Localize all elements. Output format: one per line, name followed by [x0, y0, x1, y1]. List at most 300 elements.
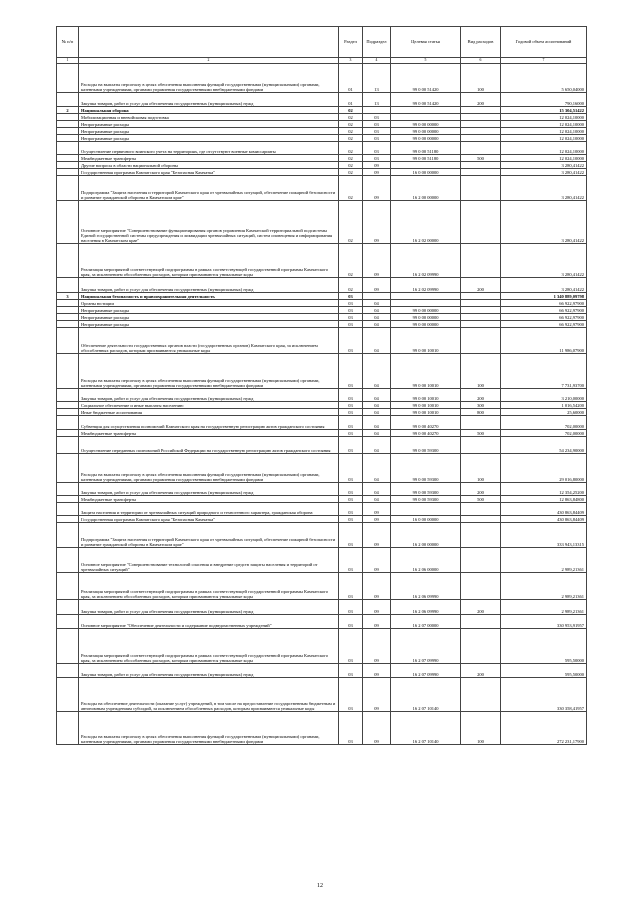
row-section: 03 — [339, 321, 363, 328]
row-number — [57, 142, 79, 155]
row-name: Защита населения и территории от чрезвычайных ситуаций природного и техногенного характера, гражданская оборона — [79, 503, 339, 516]
row-subsection: 04 — [363, 354, 391, 389]
row-section: 03 — [339, 600, 363, 615]
row-name: Закупка товаров, работ и услуг для обеспечения государственных (муниципальных) нужд — [79, 93, 339, 107]
row-name: Расходы на обеспечение деятельности (оказание услуг) учреждений, в том числе на предоставление государственным бюджетным и автономным учреждениям субсидий, за исключением обособленных расходов, которым присваиваются уникальные коды — [79, 678, 339, 712]
row-number — [57, 314, 79, 321]
table-row — [57, 307, 587, 314]
table-row — [57, 128, 587, 135]
row-expense-type: 200 — [461, 664, 501, 678]
row-name: Органы юстиции — [79, 300, 339, 307]
row-subsection: 09 — [363, 201, 391, 244]
row-subsection: 04 — [363, 416, 391, 430]
row-number — [57, 93, 79, 107]
table-row — [57, 314, 587, 321]
row-name: Закупка товаров, работ и услуг для обеспечения государственных (муниципальных) нужд — [79, 664, 339, 678]
table-row — [57, 142, 587, 155]
row-subsection: 03 — [363, 114, 391, 121]
row-amount: 15 304,51422 — [501, 107, 587, 114]
row-expense-type: 200 — [461, 483, 501, 496]
row-name: Расходы на выплаты персоналу в целях обеспечения выполнения функций государственными (муниципальными) органами, казенными учреждениями, органами управления государственными внебюджетными фондами — [79, 64, 339, 93]
row-expense-type — [461, 307, 501, 314]
row-target-article: 16 2 07 09990 — [391, 664, 461, 678]
column-number: 3 — [339, 58, 363, 64]
row-amount: 3 280,41422 — [501, 278, 587, 293]
table-row — [57, 437, 587, 454]
row-number — [57, 416, 79, 430]
row-number — [57, 664, 79, 678]
row-number: 2 — [57, 107, 79, 114]
row-expense-type — [461, 321, 501, 328]
row-subsection — [363, 293, 391, 300]
row-number — [57, 496, 79, 503]
row-section: 03 — [339, 430, 363, 437]
row-subsection: 09 — [363, 678, 391, 712]
row-target-article: 99 0 00 40270 — [391, 430, 461, 437]
row-target-article — [391, 107, 461, 114]
column-number: 7 — [501, 58, 587, 64]
row-target-article: 16 0 00 00000 — [391, 516, 461, 523]
table-row — [57, 496, 587, 503]
row-subsection: 09 — [363, 629, 391, 664]
row-section: 03 — [339, 354, 363, 389]
row-number — [57, 321, 79, 328]
row-number — [57, 516, 79, 523]
row-subsection — [363, 107, 391, 114]
table-row — [57, 712, 587, 745]
row-name: Государственная программа Камчатского края "Безопасная Камчатка" — [79, 516, 339, 523]
row-name: Государственная программа Камчатского края "Безопасная Камчатка" — [79, 169, 339, 176]
row-section: 03 — [339, 615, 363, 629]
row-section: 02 — [339, 128, 363, 135]
row-amount: 66 922,97900 — [501, 307, 587, 314]
row-expense-type: 100 — [461, 712, 501, 745]
row-subsection: 03 — [363, 135, 391, 142]
row-expense-type — [461, 169, 501, 176]
row-number — [57, 354, 79, 389]
row-number — [57, 114, 79, 121]
table-row — [57, 664, 587, 678]
row-target-article: 99 0 00 00000 — [391, 135, 461, 142]
row-subsection: 04 — [363, 314, 391, 321]
row-name: Непрограммные расходы — [79, 307, 339, 314]
row-target-article: 99 0 00 10010 — [391, 354, 461, 389]
row-name: Непрограммные расходы — [79, 128, 339, 135]
row-number — [57, 300, 79, 307]
row-number — [57, 244, 79, 278]
row-section: 03 — [339, 573, 363, 600]
row-expense-type — [461, 135, 501, 142]
row-subsection: 04 — [363, 328, 391, 354]
row-subsection: 04 — [363, 300, 391, 307]
row-expense-type: 200 — [461, 600, 501, 615]
row-section: 03 — [339, 678, 363, 712]
table-row — [57, 354, 587, 389]
row-name: Основное мероприятие "Совершенствование функционирования органов управления Камчатской территориальной подсистемы Единой государственной системы предупреждения и ликвидации чрезвычайных ситуаций, систем оповещения и информирования населения в Камчатском крае" — [79, 201, 339, 244]
table-row — [57, 629, 587, 664]
row-target-article: 16 2 06 00000 — [391, 548, 461, 573]
table-row — [57, 64, 587, 93]
row-section: 02 — [339, 201, 363, 244]
row-target-article: 99 0 00 51180 — [391, 142, 461, 155]
row-number — [57, 135, 79, 142]
row-section: 03 — [339, 523, 363, 548]
row-section: 01 — [339, 93, 363, 107]
row-expense-type — [461, 615, 501, 629]
row-expense-type — [461, 107, 501, 114]
table-row — [57, 523, 587, 548]
row-number — [57, 629, 79, 664]
row-amount: 25,60000 — [501, 409, 587, 416]
table-row — [57, 244, 587, 278]
row-name: Иные бюджетные ассигнования — [79, 409, 339, 416]
row-amount: 2 989,21361 — [501, 573, 587, 600]
table-header-row — [57, 27, 587, 58]
row-expense-type — [461, 176, 501, 201]
row-target-article: 16 2 00 00000 — [391, 176, 461, 201]
row-subsection: 04 — [363, 409, 391, 416]
table-row — [57, 430, 587, 437]
row-amount: 3 280,41422 — [501, 169, 587, 176]
row-name: Осуществление первичного воинского учета на территориях, где отсутствуют военные комиссариаты — [79, 142, 339, 155]
row-name: Обеспечение деятельности государственных органов власти (государственных органов) Камчатского края, за исключением обособленных расходов, которым присваиваются уникальные коды — [79, 328, 339, 354]
row-number: 3 — [57, 293, 79, 300]
row-amount: 3 280,41422 — [501, 244, 587, 278]
budget-table — [56, 26, 587, 745]
row-name: Осуществление переданных полномочий Российской Федерации на государственную регистрацию актов гражданского состояния — [79, 437, 339, 454]
row-subsection: 04 — [363, 430, 391, 437]
table-row — [57, 201, 587, 244]
column-number: 6 — [461, 58, 501, 64]
row-subsection: 13 — [363, 93, 391, 107]
row-amount: 66 922,97900 — [501, 314, 587, 321]
row-expense-type — [461, 244, 501, 278]
row-subsection: 03 — [363, 142, 391, 155]
row-expense-type — [461, 121, 501, 128]
row-amount: 54 234,90000 — [501, 437, 587, 454]
row-target-article: 99 0 00 00000 — [391, 121, 461, 128]
row-amount: 702,00000 — [501, 416, 587, 430]
row-amount: 595,50000 — [501, 629, 587, 664]
row-name: Закупка товаров, работ и услуг для обеспечения государственных (муниципальных) нужд — [79, 483, 339, 496]
row-subsection: 03 — [363, 121, 391, 128]
row-section: 03 — [339, 307, 363, 314]
row-amount: 5 650,04000 — [501, 64, 587, 93]
row-amount: 1 340 889,09798 — [501, 293, 587, 300]
row-name: Закупка товаров, работ и услуг для обеспечения государственных (муниципальных) нужд — [79, 278, 339, 293]
row-number — [57, 328, 79, 354]
row-expense-type — [461, 142, 501, 155]
row-number — [57, 155, 79, 162]
row-subsection: 09 — [363, 573, 391, 600]
row-subsection: 09 — [363, 278, 391, 293]
row-subsection: 13 — [363, 64, 391, 93]
row-amount: 12 024,10000 — [501, 142, 587, 155]
row-number — [57, 600, 79, 615]
row-amount: 430 863,84409 — [501, 503, 587, 516]
row-section: 03 — [339, 416, 363, 430]
row-target-article: 99 0 00 51180 — [391, 155, 461, 162]
row-target-article — [391, 293, 461, 300]
row-number — [57, 128, 79, 135]
column-number: 4 — [363, 58, 391, 64]
header-expense-type: Вид расходов — [461, 27, 501, 58]
row-section: 02 — [339, 135, 363, 142]
row-expense-type — [461, 523, 501, 548]
column-number: 5 — [391, 58, 461, 64]
row-amount: 11 986,07900 — [501, 328, 587, 354]
row-number — [57, 64, 79, 93]
row-target-article: 99 0 00 00000 — [391, 314, 461, 321]
row-target-article — [391, 503, 461, 516]
row-subsection: 09 — [363, 503, 391, 516]
table-row — [57, 416, 587, 430]
row-subsection: 04 — [363, 307, 391, 314]
row-number — [57, 389, 79, 402]
row-target-article: 99 0 00 10010 — [391, 402, 461, 409]
row-subsection: 09 — [363, 523, 391, 548]
row-section: 03 — [339, 300, 363, 307]
row-target-article: 16 2 07 00000 — [391, 615, 461, 629]
budget-document — [56, 26, 586, 745]
row-section: 02 — [339, 107, 363, 114]
row-target-article — [391, 162, 461, 169]
table-row — [57, 321, 587, 328]
row-target-article: 99 0 00 10010 — [391, 389, 461, 402]
row-target-article: 16 2 02 09990 — [391, 278, 461, 293]
row-amount: 3 210,00000 — [501, 389, 587, 402]
table-row — [57, 121, 587, 128]
table-row — [57, 107, 587, 114]
row-name: Межбюджетные трансферты — [79, 496, 339, 503]
row-amount: 1 016,54200 — [501, 402, 587, 409]
row-section: 03 — [339, 409, 363, 416]
row-target-article: 99 0 00 59300 — [391, 483, 461, 496]
row-number — [57, 712, 79, 745]
page-number: 12 — [317, 883, 323, 889]
row-section: 02 — [339, 142, 363, 155]
row-target-article: 99 0 00 51420 — [391, 93, 461, 107]
table-row — [57, 600, 587, 615]
table-row — [57, 162, 587, 169]
row-subsection: 09 — [363, 600, 391, 615]
table-row — [57, 278, 587, 293]
row-subsection: 04 — [363, 437, 391, 454]
row-subsection: 09 — [363, 712, 391, 745]
row-expense-type: 200 — [461, 278, 501, 293]
row-subsection: 03 — [363, 155, 391, 162]
row-expense-type: 300 — [461, 402, 501, 409]
row-number — [57, 430, 79, 437]
row-subsection: 04 — [363, 402, 391, 409]
table-row — [57, 328, 587, 354]
table-row — [57, 114, 587, 121]
row-section: 02 — [339, 169, 363, 176]
row-target-article: 16 2 06 09990 — [391, 600, 461, 615]
row-amount: 7 731,93700 — [501, 354, 587, 389]
row-amount: 790,16000 — [501, 93, 587, 107]
table-row — [57, 409, 587, 416]
row-name: Межбюджетные трансферты — [79, 155, 339, 162]
table-row — [57, 678, 587, 712]
row-name: Реализация мероприятий соответствующей подпрограммы в рамках соответствующей государственной программы Камчатского края, за исключением обособленных расходов, которым присваиваются уникальные коды — [79, 244, 339, 278]
table-row — [57, 135, 587, 142]
row-expense-type — [461, 573, 501, 600]
row-target-article: 99 0 00 10010 — [391, 328, 461, 354]
row-section: 03 — [339, 328, 363, 354]
table-row — [57, 402, 587, 409]
table-row — [57, 169, 587, 176]
row-target-article: 99 0 00 10010 — [391, 409, 461, 416]
row-amount: 12 863,84800 — [501, 496, 587, 503]
row-expense-type — [461, 516, 501, 523]
row-expense-type — [461, 416, 501, 430]
row-subsection: 09 — [363, 516, 391, 523]
row-expense-type — [461, 629, 501, 664]
row-number — [57, 503, 79, 516]
row-number — [57, 169, 79, 176]
row-subsection: 04 — [363, 483, 391, 496]
row-name: Национальная безопасность и правоохранительная деятельность — [79, 293, 339, 300]
row-section: 02 — [339, 278, 363, 293]
row-name: Подпрограмма "Защита населения и территорий Камчатского края от чрезвычайных ситуаций, обеспечение пожарной безопасности и развитие гражданской обороны в Камчатском крае" — [79, 176, 339, 201]
row-subsection: 09 — [363, 548, 391, 573]
row-target-article: 99 0 00 00000 — [391, 307, 461, 314]
row-amount: 333 943,13315 — [501, 523, 587, 548]
row-section: 03 — [339, 664, 363, 678]
row-name: Реализация мероприятий соответствующей подпрограммы в рамках соответствующей государственной программы Камчатского края, за исключением обособленных расходов, которым присваиваются уникальные коды — [79, 629, 339, 664]
row-amount: 66 922,97900 — [501, 300, 587, 307]
row-expense-type — [461, 328, 501, 354]
row-amount: 595,50000 — [501, 664, 587, 678]
row-subsection: 04 — [363, 454, 391, 483]
row-target-article — [391, 114, 461, 121]
row-section: 03 — [339, 712, 363, 745]
row-number — [57, 454, 79, 483]
row-name: Непрограммные расходы — [79, 121, 339, 128]
row-target-article: 16 2 07 09990 — [391, 629, 461, 664]
row-name: Закупка товаров, работ и услуг для обеспечения государственных (муниципальных) нужд — [79, 389, 339, 402]
row-section: 03 — [339, 629, 363, 664]
row-number — [57, 678, 79, 712]
row-section: 03 — [339, 454, 363, 483]
table-row — [57, 389, 587, 402]
row-amount: 330 953,91957 — [501, 615, 587, 629]
row-subsection: 04 — [363, 496, 391, 503]
row-number — [57, 162, 79, 169]
row-number — [57, 615, 79, 629]
row-expense-type: 800 — [461, 409, 501, 416]
row-target-article: 99 0 00 00000 — [391, 321, 461, 328]
row-target-article: 99 0 00 00000 — [391, 128, 461, 135]
row-amount: 12 024,10000 — [501, 121, 587, 128]
row-section: 01 — [339, 64, 363, 93]
header-section: Раздел — [339, 27, 363, 58]
row-expense-type: 100 — [461, 354, 501, 389]
row-name: Реализация мероприятий соответствующей подпрограммы в рамках соответствующей государственной программы Камчатского края, за исключением обособленных расходов, которым присваиваются уникальные коды — [79, 573, 339, 600]
row-expense-type — [461, 300, 501, 307]
row-expense-type — [461, 548, 501, 573]
row-amount: 12 024,10000 — [501, 114, 587, 121]
row-amount: 702,00000 — [501, 430, 587, 437]
row-target-article: 99 0 00 59300 — [391, 454, 461, 483]
row-name: Непрограммные расходы — [79, 314, 339, 321]
row-section: 02 — [339, 114, 363, 121]
row-number — [57, 176, 79, 201]
row-amount: 12 354,25200 — [501, 483, 587, 496]
row-name: Национальная оборона — [79, 107, 339, 114]
row-amount: 3 280,41422 — [501, 176, 587, 201]
row-expense-type — [461, 201, 501, 244]
row-expense-type: 500 — [461, 496, 501, 503]
row-number — [57, 201, 79, 244]
row-subsection: 09 — [363, 244, 391, 278]
row-number — [57, 483, 79, 496]
row-expense-type — [461, 678, 501, 712]
row-number — [57, 307, 79, 314]
row-target-article: 16 0 00 00000 — [391, 169, 461, 176]
row-name: Межбюджетные трансферты — [79, 430, 339, 437]
table-row — [57, 293, 587, 300]
row-amount: 2 989,21361 — [501, 600, 587, 615]
row-target-article: 16 2 07 10140 — [391, 678, 461, 712]
row-target-article: 16 2 07 10140 — [391, 712, 461, 745]
row-name: Основное мероприятие "Обеспечение деятельности и содержание подведомственных учреждений" — [79, 615, 339, 629]
table-row — [57, 615, 587, 629]
row-expense-type — [461, 437, 501, 454]
row-number — [57, 402, 79, 409]
row-amount: 330 358,41957 — [501, 678, 587, 712]
row-target-article: 16 2 02 00000 — [391, 201, 461, 244]
table-row — [57, 176, 587, 201]
row-amount: 3 280,41422 — [501, 162, 587, 169]
row-target-article — [391, 300, 461, 307]
row-name: Расходы на выплаты персоналу в целях обеспечения выполнения функций государственными (муниципальными) органами, казенными учреждениями, органами управления государственными внебюджетными фондами — [79, 454, 339, 483]
row-number — [57, 278, 79, 293]
table-row — [57, 516, 587, 523]
row-number — [57, 121, 79, 128]
header-annual-amount: Годовой объем ассигнований — [501, 27, 587, 58]
row-section: 03 — [339, 314, 363, 321]
row-target-article: 99 0 00 40270 — [391, 416, 461, 430]
column-number: 1 — [57, 58, 79, 64]
row-expense-type — [461, 293, 501, 300]
row-section: 03 — [339, 496, 363, 503]
row-section: 03 — [339, 516, 363, 523]
row-section: 02 — [339, 121, 363, 128]
row-section: 02 — [339, 162, 363, 169]
row-amount: 12 024,10000 — [501, 128, 587, 135]
row-name: Закупка товаров, работ и услуг для обеспечения государственных (муниципальных) нужд — [79, 600, 339, 615]
row-subsection: 03 — [363, 128, 391, 135]
table-row — [57, 573, 587, 600]
table-row — [57, 454, 587, 483]
row-name: Основное мероприятие "Совершенствование технологий спасения и внедрение средств защиты населения и территорий от чрезвычайных ситуаций" — [79, 548, 339, 573]
row-expense-type: 500 — [461, 155, 501, 162]
row-subsection: 09 — [363, 615, 391, 629]
row-subsection: 09 — [363, 162, 391, 169]
row-name: Расходы на выплаты персоналу в целях обеспечения выполнения функций государственными (муниципальными) органами, казенными учреждениями, органами управления государственными внебюджетными фондами — [79, 712, 339, 745]
row-section: 03 — [339, 437, 363, 454]
row-section: 03 — [339, 402, 363, 409]
row-section: 02 — [339, 155, 363, 162]
row-subsection: 09 — [363, 169, 391, 176]
row-number — [57, 437, 79, 454]
row-expense-type: 500 — [461, 430, 501, 437]
row-number — [57, 409, 79, 416]
row-target-article: 99 0 00 51420 — [391, 64, 461, 93]
row-amount: 29 016,80000 — [501, 454, 587, 483]
